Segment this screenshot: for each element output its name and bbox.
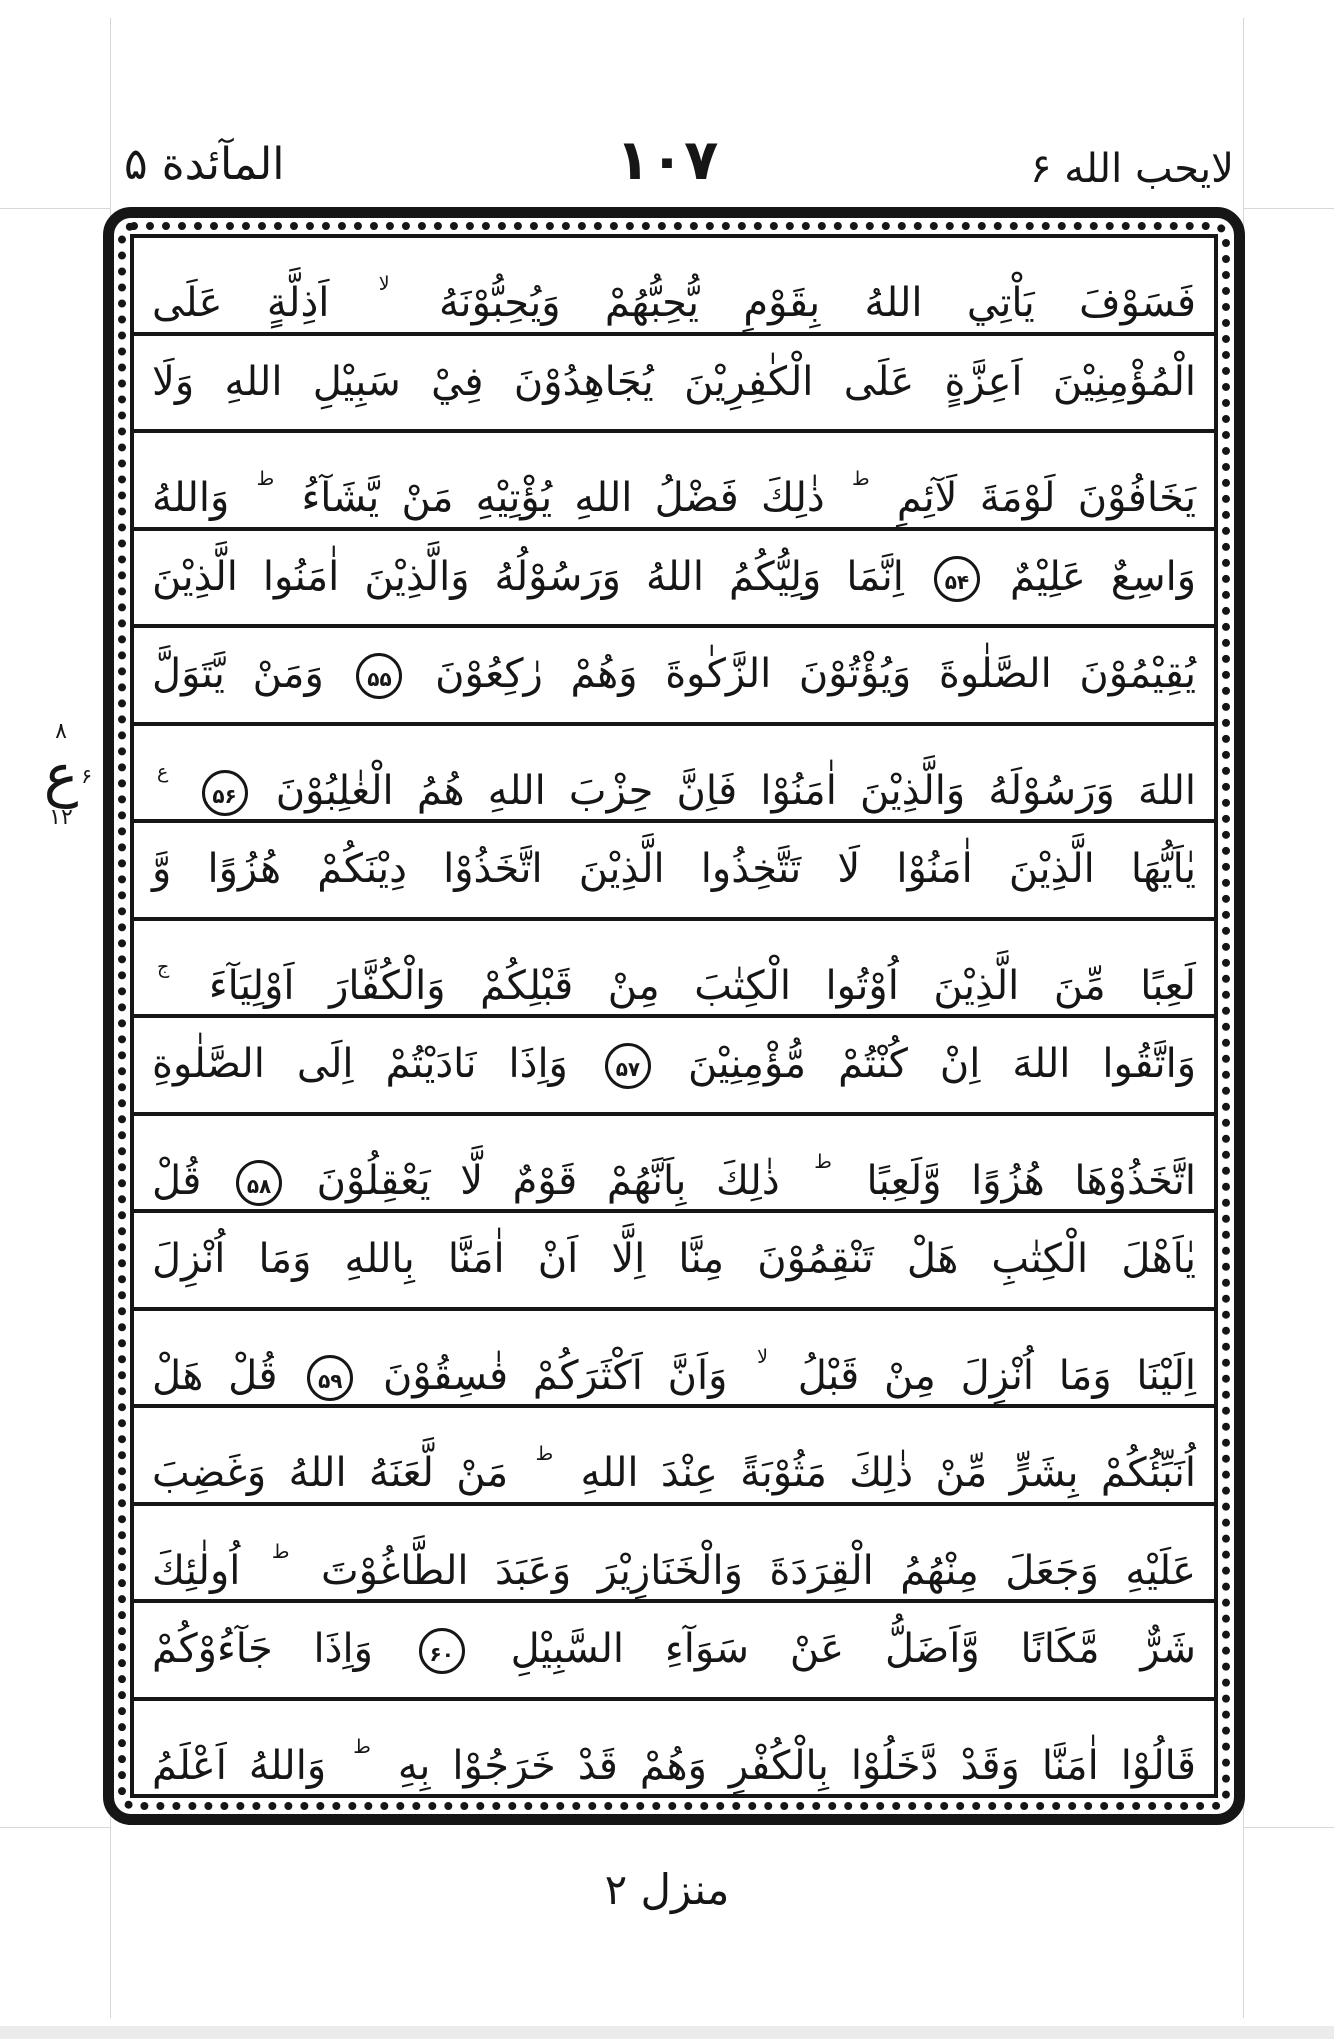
waqf-mark: ط <box>814 1150 832 1173</box>
ruku-marker <box>32 720 90 830</box>
quran-text-line <box>134 921 1214 1019</box>
quran-text-line <box>134 433 1214 531</box>
line-text: وَمَنْ يَّتَوَلَّ <box>152 651 324 697</box>
quran-text-line <box>134 336 1214 434</box>
ruku-para-count: ۱۲ <box>49 805 73 830</box>
quran-text-line <box>134 1506 1214 1604</box>
scan-edge-strip <box>0 2026 1334 2039</box>
quran-text-line <box>134 726 1214 824</box>
line-text: اِلَيْنَا وَمَا اُنْزِلَ مِنْ قَبْلُ <box>797 1352 1197 1399</box>
waqf-mark: ط <box>535 1443 554 1465</box>
line-text: قُلْ هَلْ <box>152 1352 278 1399</box>
line-text: وَاللهُ <box>152 475 230 521</box>
margin-guide-line-bottom-right <box>1243 1827 1334 1828</box>
line-text: اَذِلَّةٍ عَلَى <box>152 280 330 326</box>
quran-text-line <box>134 1603 1214 1701</box>
margin-guide-line-top-right <box>1243 208 1334 209</box>
waqf-mark: ط <box>353 1735 371 1758</box>
line-text: اتَّخَذُوْهَا هُزُوًا وَّلَعِبًا <box>866 1157 1197 1204</box>
line-text: يَخَافُوْنَ لَوْمَةَ لَآئِمٍ <box>896 475 1197 521</box>
waqf-mark: ط <box>256 468 275 490</box>
waqf-mark: ع <box>157 760 169 783</box>
line-text: اُنَبِّئُكُمْ بِشَرٍّ مِّنْ ذٰلِكَ مَثُوْبَةً عِنْدَ اللهِ <box>580 1450 1196 1496</box>
page-number: ۱۰۷ <box>615 128 719 193</box>
line-text: اُولٰئِكَ <box>152 1547 241 1594</box>
line-text: اللهَ وَرَسُوْلَهُ وَالَّذِيْنَ اٰمَنُوْا فَاِنَّ حِزْبَ اللهِ هُمُ الْغٰلِبُوْنَ <box>275 767 1196 814</box>
line-text: يٰاَهْلَ الْكِتٰبِ هَلْ تَنْقِمُوْنَ مِنَّا اِلَّا اَنْ اٰمَنَّا بِاللهِ وَمَا اُنْزِلَ <box>152 1236 1196 1282</box>
quran-text-line <box>134 1701 1214 1795</box>
ruku-surah-count: ۸ <box>55 719 67 744</box>
margin-guide-line-bottom-left <box>0 1827 110 1828</box>
line-text: وَاَنَّ اَكْثَرَكُمْ فٰسِقُوْنَ <box>383 1352 728 1399</box>
quran-text-line <box>134 628 1214 726</box>
waqf-mark: ج <box>157 955 170 978</box>
line-text: وَاللهُ اَعْلَمُ <box>152 1742 327 1789</box>
ayah-number-badge: ۵۶ <box>202 770 248 816</box>
line-text: الْمُؤْمِنِيْنَ اَعِزَّةٍ عَلَى الْكٰفِرِيْنَ يُجَاهِدُوْنَ فِيْ سَبِيْلِ اللهِ وَلَا <box>152 358 1196 405</box>
ruku-ayah-count: ۶ <box>81 764 92 788</box>
line-text: يُقِيْمُوْنَ الصَّلٰوةَ وَيُؤْتُوْنَ الزَّكٰوةَ وَهُمْ رٰكِعُوْنَ <box>435 651 1196 697</box>
waqf-mark: لا <box>378 273 390 295</box>
surah-title: المآئدة ۵ <box>124 139 285 190</box>
ornamental-border-frame <box>103 207 1245 1825</box>
line-text: قَالُوْا اٰمَنَّا وَقَدْ دَّخَلُوْا بِالْكُفْرِ وَهُمْ قَدْ خَرَجُوْا بِهِ <box>397 1742 1196 1789</box>
waqf-mark: ط <box>852 468 870 490</box>
line-text: وَاتَّقُوا اللهَ اِنْ كُنْتُمْ مُّؤْمِنِيْنَ <box>687 1041 1197 1087</box>
ayah-number-badge: ۵۹ <box>307 1355 353 1401</box>
quran-text-line <box>134 1311 1214 1409</box>
waqf-mark: لا <box>757 1345 768 1368</box>
ayah-number-badge: ۵۷ <box>605 1043 651 1089</box>
quran-text-line <box>134 238 1214 336</box>
bead-border <box>118 222 1230 1810</box>
line-text: فَسَوْفَ يَاْتِي اللهُ بِقَوْمٍ يُّحِبُّهُمْ وَيُحِبُّوْنَهُ <box>438 280 1197 326</box>
quran-text-line <box>134 1213 1214 1311</box>
quran-text-line <box>134 823 1214 921</box>
line-text: قُلْ <box>152 1157 202 1204</box>
quran-text-line <box>134 1018 1214 1116</box>
quran-text-line <box>134 531 1214 629</box>
line-text: اِنَّمَا وَلِيُّكُمُ اللهُ وَرَسُوْلُهُ وَالَّذِيْنَ اٰمَنُوا الَّذِيْنَ <box>152 553 904 600</box>
line-text: لَعِبًا مِّنَ الَّذِيْنَ اُوْتُوا الْكِتٰبَ مِنْ قَبْلِكُمْ وَالْكُفَّارَ اَوْلِيَآءَ <box>208 962 1196 1009</box>
line-text: مَنْ لَّعَنَهُ اللهُ وَغَضِبَ <box>152 1450 509 1496</box>
ruku-ain-symbol <box>32 741 92 809</box>
line-text: وَاِذَا جَآءُوْكُمْ <box>152 1626 373 1672</box>
ayah-number-badge: ۶۰ <box>419 1628 465 1674</box>
ayah-number-badge: ۵۸ <box>236 1160 282 1206</box>
line-text: عَلَيْهِ وَجَعَلَ مِنْهُمُ الْقِرَدَةَ وَالْخَنَازِيْرَ وَعَبَدَ الطَّاغُوْتَ <box>320 1547 1197 1594</box>
line-text: شَرٌّ مَّكَانًا وَّاَضَلُّ عَنْ سَوَآءِ السَّبِيْلِ <box>510 1626 1196 1672</box>
line-text: وَاِذَا نَادَيْتُمْ اِلَى الصَّلٰوةِ <box>152 1041 568 1087</box>
line-text: يٰاَيُّهَا الَّذِيْنَ اٰمَنُوْا لَا تَتَّخِذُوا الَّذِيْنَ اتَّخَذُوْا دِيْنَكُمْ هُزُوًا وَّ <box>152 846 1196 892</box>
waqf-mark: ط <box>271 1540 290 1563</box>
line-text: ذٰلِكَ فَضْلُ اللهِ يُؤْتِيْهِ مَنْ يَّشَآءُ <box>301 475 825 521</box>
margin-guide-line-top-left <box>0 208 110 209</box>
juz-title: لايحب الله ۶ <box>1030 146 1234 192</box>
line-text: وَاسِعٌ عَلِيْمٌ <box>1009 553 1197 600</box>
ain-glyph: ع <box>43 741 79 809</box>
ayah-number-badge: ۵۴ <box>934 556 980 602</box>
quran-text-line <box>134 1408 1214 1506</box>
quran-text-line <box>134 1116 1214 1214</box>
manzil-label: منزل ۲ <box>604 1865 730 1914</box>
ayah-number-badge: ۵۵ <box>356 653 402 699</box>
line-text: ذٰلِكَ بِاَنَّهُمْ قَوْمٌ لَّا يَعْقِلُوْنَ <box>316 1157 780 1204</box>
text-lines-container <box>130 234 1218 1798</box>
